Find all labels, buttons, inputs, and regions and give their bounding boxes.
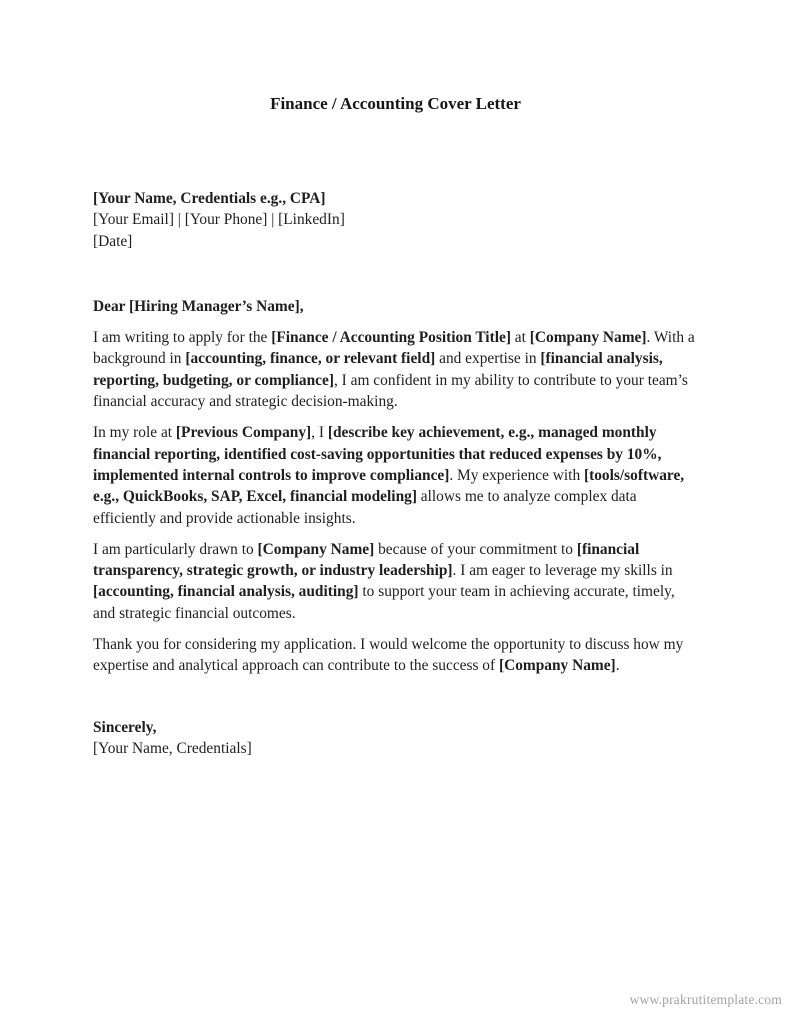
paragraph: Thank you for considering my application. I would welcome the opportunity to discuss how my expertise and analytical approach can contribute to the success of [Company Name]. (93, 636, 684, 675)
sender-contact: [Your Email] | [Your Phone] | [LinkedIn] (93, 211, 345, 229)
signoff: Sincerely, (93, 718, 157, 736)
signature: [Your Name, Credentials] (93, 739, 252, 757)
letter-body (93, 327, 698, 676)
sender-block (93, 188, 698, 252)
salutation: Dear [Hiring Manager’s Name], (93, 297, 304, 315)
paragraph: In my role at [Previous Company], I [describe key achievement, e.g., managed monthly financial reporting, identified cost-saving opportunities that reduced expenses by 10%, implemented internal controls to improve compliance]. My experience with [tools/software, e.g., QuickBooks, SAP, Excel, financial modeling] allows me to analyze complex data efficiently and provide actionable insights. (93, 424, 685, 527)
paragraph: I am particularly drawn to [Company Name] because of your commitment to [financial transparency, strategic growth, or industry leadership]. I am eager to leverage my skills in [accounting, financial analysis, auditing] to support your team in achieving accurate, timely, and strategic financial outcomes. (93, 540, 675, 622)
document-title: Finance / Accounting Cover Letter (270, 94, 521, 113)
sender-name: [Your Name, Credentials e.g., CPA] (93, 190, 326, 207)
sender-date: [Date] (93, 232, 133, 250)
closing-block (93, 717, 698, 760)
paragraph: I am writing to apply for the [Finance / Accounting Position Title] at [Company Name]. With a background in [accounting, finance, or relevant field] and expertise in [financial analysis, reporting, budgeting, or compliance], I am confident in my ability to contribute to your team’s financial accuracy and strategic decision-making. (93, 329, 695, 411)
footer-website: www.prakrutitemplate.com (629, 992, 782, 1007)
